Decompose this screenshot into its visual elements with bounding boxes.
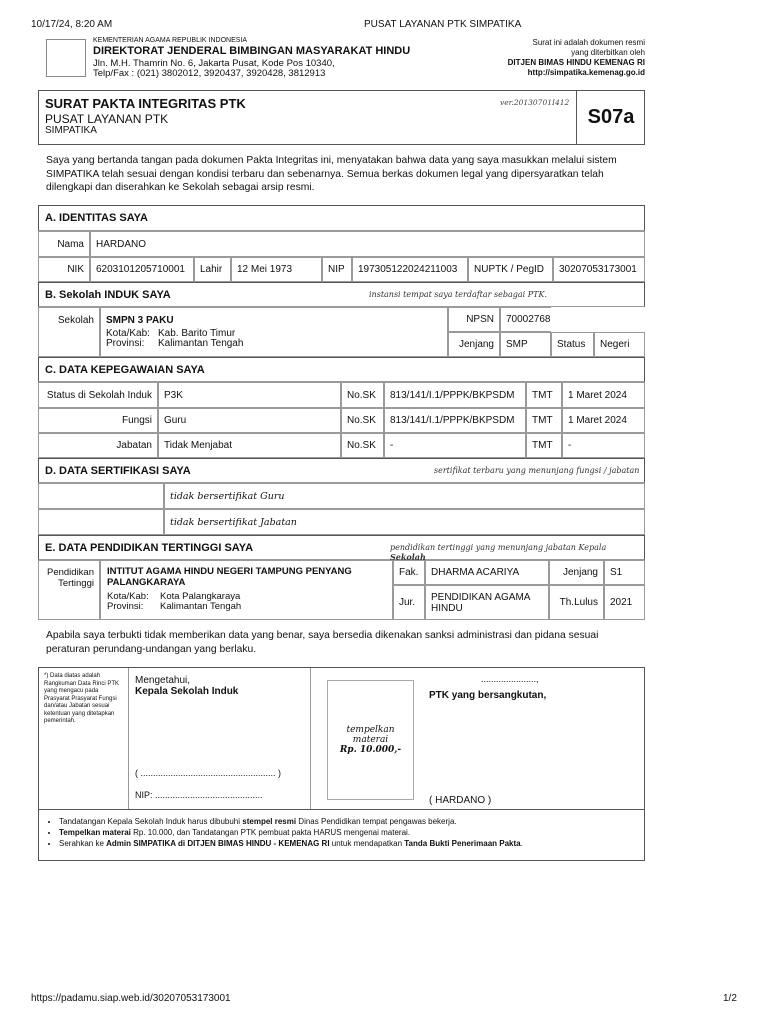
lulus-value: 2021 (604, 585, 645, 620)
section-e-note-bold: Sekolah (390, 552, 426, 562)
sekolah-provinsi-label: Provinsi: (106, 338, 145, 349)
institution-provinsi: Kalimantan Tengah (160, 601, 242, 612)
pendidikan-label-2: Tertinggi (58, 578, 94, 589)
tmt-value: 1 Maret 2024 (562, 382, 645, 408)
section-d-header (38, 458, 645, 483)
sertifikasi-blank-2 (38, 509, 164, 535)
document-code: S07a (576, 91, 645, 144)
print-datetime: 10/17/24, 8:20 AM (31, 19, 113, 30)
note-text: Serahkan ke (59, 839, 107, 848)
ptk-label: PTK yang bersangkutan, (429, 690, 547, 701)
note-text: Dinas Pendidikan tempat pengawas bekerja. (296, 817, 457, 826)
pendidikan-label-1: Pendidikan (46, 567, 94, 578)
print-page-number: 1/2 (723, 993, 737, 1004)
nosk-label: No.SK (341, 433, 384, 458)
note-bold: Admin SIMPATIKA di DITJEN BIMAS HINDU - KEMENAG RI (106, 839, 330, 848)
letterhead-right-4: http://simpatika.kemenag.go.id (527, 68, 645, 77)
mengetahui-label: Mengetahui, (135, 675, 191, 686)
section-b-note: instansi tempat saya terdaftar sebagai PTK. (369, 290, 547, 299)
section-c-header (38, 357, 645, 382)
nama-value: HARDANO (90, 231, 645, 257)
materai-box (327, 680, 414, 800)
letterhead-phone: Telp/Fax : (021) 3802012, 3920437, 3920428, 3812913 (93, 68, 326, 79)
note-bold: Tanda Bukti Penerimaan Pakta (404, 839, 521, 848)
nosk-label: No.SK (341, 382, 384, 408)
npsn-value: 70002768 (500, 307, 551, 332)
letterhead-right-3: DITJEN BIMAS HINDU KEMENAG RI (507, 58, 645, 67)
sekolah-kota-label: Kota/Kab: (106, 328, 150, 339)
tmt-label: TMT (526, 382, 562, 408)
lahir-value: 12 Mei 1973 (231, 257, 322, 282)
section-e-header (38, 535, 645, 560)
nama-label: Nama (38, 231, 90, 257)
instruction-notes (38, 809, 645, 861)
note-text: Rp. 10.000, dan Tandatangan PTK pembuat pakta HARUS mengenai materai. (130, 828, 411, 837)
closing-statement: Apabila saya terbukti tidak memberikan data yang benar, saya bersedia dikenakan sanksi administrasi dan pidana sesuai peraturan perundang-undangan yang berlaku. (46, 630, 599, 655)
section-c-title: C. DATA KEPEGAWAIAN SAYA (45, 363, 205, 376)
note-bold: stempel resmi (242, 817, 297, 826)
document-version: ver.20130701I412 (500, 98, 570, 107)
sekolah-kota: Kab. Barito Timur (158, 328, 236, 339)
note-item (59, 817, 644, 826)
nosk-value: 813/141/I.1/PPPK/BKPSDM (384, 408, 526, 433)
jabatan-label: Jabatan (38, 433, 158, 458)
directorate-name: DIREKTORAT JENDERAL BIMBINGAN MASYARAKAT HINDU (93, 45, 411, 57)
jenjang-value: SMP (500, 332, 551, 357)
sertifikasi-blank-1 (38, 483, 164, 509)
ptk-name: ( HARDANO ) (429, 795, 492, 806)
institution-provinsi-label: Provinsi: (107, 601, 144, 612)
nosk-label: No.SK (341, 408, 384, 433)
npsn-label: NPSN (448, 307, 500, 332)
institution-name: INTITUT AGAMA HINDU NEGERI TAMPUNG PENYANG PALANGKARAYA (107, 566, 352, 588)
note-text: untuk mendapatkan (329, 839, 405, 848)
materai-text-2: materai (352, 735, 389, 745)
document-subtitle-2: SIMPATIKA (45, 125, 97, 136)
fak-value: DHARMA ACARIYA (425, 560, 549, 585)
nik-label: NIK (38, 257, 90, 282)
jenjang-label: Jenjang (448, 332, 500, 357)
note-text: . (520, 839, 523, 848)
section-a-header (38, 205, 645, 231)
nip-label: NIP (322, 257, 352, 282)
sekolah-provinsi: Kalimantan Tengah (158, 338, 244, 349)
sertifikasi-guru: tidak bersertifikat Guru (164, 483, 645, 509)
logo-placeholder (46, 39, 86, 77)
fungsi-value: Guru (158, 408, 341, 433)
sekolah-info (100, 307, 448, 357)
note-bold: Tempelkan materai (59, 828, 131, 837)
pendidikan-label (38, 560, 100, 620)
date-blank: ......................, (481, 674, 539, 684)
note-text: Tandatangan Kepala Sekolah Induk harus dibubuhi (59, 817, 243, 826)
sekolah-name: SMPN 3 PAKU (106, 315, 174, 326)
institution-kota-label: Kota/Kab: (107, 591, 149, 602)
kepala-column (129, 668, 311, 809)
intro-paragraph: Saya yang bertanda tangan pada dokumen Pakta Integritas ini, menyatakan bahwa data yang saya masukkan melalui sistem SIMPATIKA telah sesuai dengan kondisi terbaru dan sebenarnya. Semua berkas dokumen legal yang dipersyaratkan telah dilengkapi dan diserahkan ke Sekolah sebagai arsip resmi. (46, 155, 617, 193)
section-d-note: sertifikat terbaru yang menunjang fungsi / jabatan (434, 466, 640, 475)
nip-value: 197305122024211003 (352, 257, 468, 282)
jabatan-value: Tidak Menjabat (158, 433, 341, 458)
jur-value: PENDIDIKAN AGAMA HINDU (425, 585, 549, 620)
tmt-label: TMT (526, 433, 562, 458)
nosk-value: 813/141/I.1/PPPK/BKPSDM (384, 382, 526, 408)
materai-text-3: Rp. 10.000,- (339, 745, 402, 755)
institution-kota: Kota Palangkaraya (160, 591, 241, 602)
tmt-value: 1 Maret 2024 (562, 408, 645, 433)
kepegawaian-label: Status di Sekolah Induk (38, 382, 158, 408)
kepala-label: Kepala Sekolah Induk (135, 686, 239, 697)
note-item (59, 828, 644, 837)
tmt-value: - (562, 433, 645, 458)
materai-text-1: tempelkan (346, 725, 395, 735)
print-url: https://padamu.siap.web.id/30207053173001 (31, 993, 231, 1004)
ministry-name: KEMENTERIAN AGAMA REPUBLIK INDONESIA (93, 37, 248, 44)
edu-jenjang-label: Jenjang (549, 560, 604, 585)
nuptk-value: 30207053173001 (553, 257, 645, 282)
section-e-title: E. DATA PENDIDIKAN TERTINGGI SAYA (45, 541, 254, 554)
tmt-label: TMT (526, 408, 562, 433)
print-page-title: PUSAT LAYANAN PTK SIMPATIKA (364, 19, 522, 30)
section-a-title: A. IDENTITAS SAYA (45, 212, 148, 224)
sertifikasi-jabatan: tidak bersertifikat Jabatan (164, 509, 645, 535)
document-subtitle: PUSAT LAYANAN PTK (45, 112, 169, 126)
fungsi-label: Fungsi (38, 408, 158, 433)
lahir-label: Lahir (194, 257, 231, 282)
nuptk-label: NUPTK / PegID (468, 257, 553, 282)
status-label: Status (551, 332, 594, 357)
letterhead-right-1: Surat ini adalah dokumen resmi (532, 38, 645, 47)
nik-value: 6203101205710001 (90, 257, 194, 282)
note-item (59, 839, 644, 848)
edu-jenjang-value: S1 (604, 560, 645, 585)
letterhead-address: Jln. M.H. Thamrin No. 6, Jakarta Pusat, Kode Pos 10340, (93, 58, 335, 69)
kepala-name-blank: ( ...................................................... ) (135, 768, 282, 778)
side-note: *) Data diatas adalah Rangkuman Data Rinci PTK yang mengacu pada Prasyarat Prasyarat Fungsi dan/atau Jabatan sesuai ketentuan yang ditetapkan pemerintah. (44, 673, 120, 724)
title-block (38, 90, 645, 145)
kepegawaian-value: P3K (158, 382, 341, 408)
side-note-column (39, 668, 129, 809)
signature-area (38, 667, 645, 810)
nosk-value: - (384, 433, 526, 458)
lulus-label: Th.Lulus (549, 585, 604, 620)
kepala-nip-blank: NIP: ........................................... (135, 790, 263, 800)
document-title: SURAT PAKTA INTEGRITAS PTK (45, 96, 246, 111)
jur-label: Jur. (393, 585, 425, 620)
sekolah-label: Sekolah (38, 307, 100, 357)
institution-info (100, 560, 393, 620)
fak-label: Fak. (393, 560, 425, 585)
section-b-title: B. Sekolah INDUK SAYA (45, 288, 171, 301)
section-b-header (38, 282, 645, 307)
section-e-note-text: pendidikan tertinggi yang menunjang jabatan Kepala (390, 543, 607, 552)
status-value: Negeri (594, 332, 645, 357)
letterhead-right-2: yang diterbitkan oleh (571, 48, 645, 57)
section-d-title: D. DATA SERTIFIKASI SAYA (45, 464, 191, 477)
